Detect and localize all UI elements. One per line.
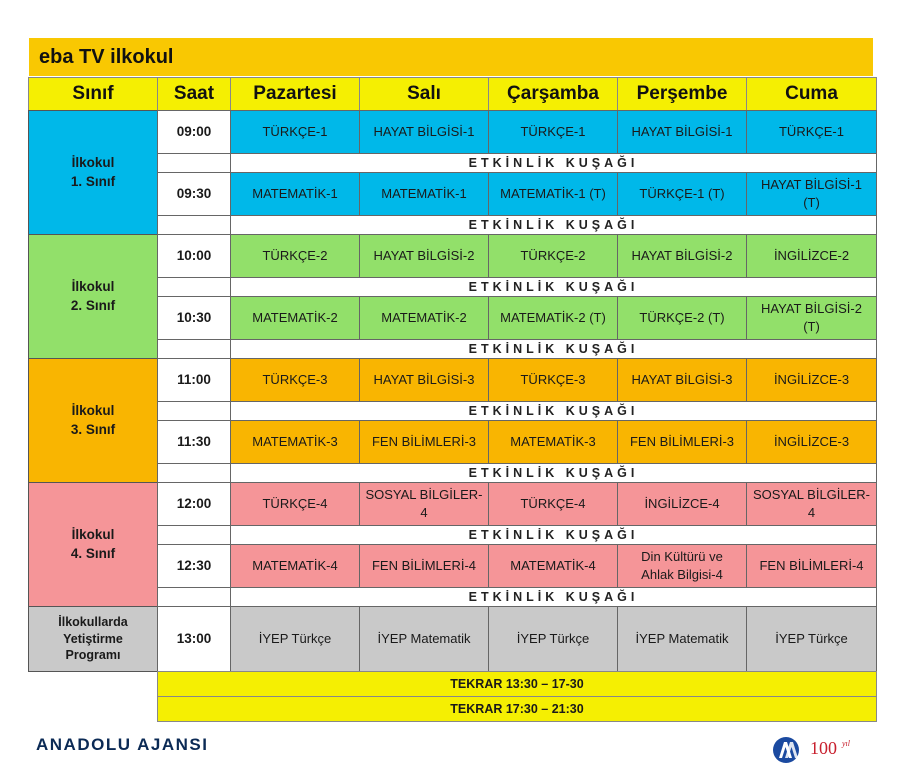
lesson-cell: TÜRKÇE-1 (231, 111, 359, 153)
time-blank (158, 588, 230, 606)
lesson-cell: MATEMATİK-2 (T) (489, 297, 617, 339)
grade-label: İlkokul 4. Sınıf (29, 483, 157, 606)
activity-band: ETKİNLİK KUŞAĞI (231, 464, 876, 482)
column-header: Perşembe (618, 78, 746, 110)
svg-text:100: 100 (810, 738, 837, 758)
time-slot: 11:00 (158, 359, 230, 401)
lesson-cell: HAYAT BİLGİSİ-1 (618, 111, 746, 153)
grade-label: İlkokul 2. Sınıf (29, 235, 157, 358)
lesson-cell: MATEMATİK-1 (360, 173, 488, 215)
lesson-cell: İYEP Türkçe (747, 607, 876, 671)
activity-band: ETKİNLİK KUŞAĞI (231, 402, 876, 420)
time-slot: 10:30 (158, 297, 230, 339)
time-blank (158, 340, 230, 358)
lesson-cell: TÜRKÇE-2 (T) (618, 297, 746, 339)
lesson-cell: TÜRKÇE-4 (231, 483, 359, 525)
time-blank (158, 402, 230, 420)
lesson-cell: FEN BİLİMLERİ-3 (360, 421, 488, 463)
lesson-cell: İYEP Türkçe (231, 607, 359, 671)
lesson-cell: İNGİLİZCE-3 (747, 359, 876, 401)
lesson-cell: SOSYAL BİLGİLER- 4 (360, 483, 488, 525)
lesson-cell: HAYAT BİLGİSİ-1 (T) (747, 173, 876, 215)
aa-logo-icon (770, 730, 870, 766)
time-slot: 09:30 (158, 173, 230, 215)
lesson-cell: SOSYAL BİLGİLER- 4 (747, 483, 876, 525)
iyep-label: İlkokullarda Yetiştirme Programı (29, 607, 157, 671)
lesson-cell: HAYAT BİLGİSİ-1 (360, 111, 488, 153)
lesson-cell: MATEMATİK-2 (231, 297, 359, 339)
time-slot: 10:00 (158, 235, 230, 277)
lesson-cell: İYEP Türkçe (489, 607, 617, 671)
lesson-cell: FEN BİLİMLERİ-4 (360, 545, 488, 587)
schedule-table (29, 78, 873, 721)
time-blank (158, 216, 230, 234)
column-header: Sınıf (29, 78, 157, 110)
activity-band: ETKİNLİK KUŞAĞI (231, 216, 876, 234)
lesson-cell: MATEMATİK-4 (231, 545, 359, 587)
svg-text:yıl: yıl (842, 739, 850, 748)
lesson-cell: MATEMATİK-3 (231, 421, 359, 463)
lesson-cell: İNGİLİZCE-3 (747, 421, 876, 463)
time-slot: 13:00 (158, 607, 230, 671)
time-blank (158, 154, 230, 172)
grade-label: İlkokul 1. Sınıf (29, 111, 157, 234)
lesson-cell: TÜRKÇE-2 (489, 235, 617, 277)
time-slot: 12:30 (158, 545, 230, 587)
column-header: Salı (360, 78, 488, 110)
lesson-cell: TÜRKÇE-3 (489, 359, 617, 401)
time-slot: 11:30 (158, 421, 230, 463)
activity-band: ETKİNLİK KUŞAĞI (231, 340, 876, 358)
activity-band: ETKİNLİK KUŞAĞI (231, 526, 876, 544)
lesson-cell: MATEMATİK-4 (489, 545, 617, 587)
column-header: Çarşamba (489, 78, 617, 110)
column-header: Cuma (747, 78, 876, 110)
lesson-cell: MATEMATİK-3 (489, 421, 617, 463)
lesson-cell: TÜRKÇE-1 (489, 111, 617, 153)
time-blank (158, 526, 230, 544)
lesson-cell: İNGİLİZCE-4 (618, 483, 746, 525)
lesson-cell: TÜRKÇE-2 (231, 235, 359, 277)
lesson-cell: HAYAT BİLGİSİ-3 (360, 359, 488, 401)
lesson-cell: HAYAT BİLGİSİ-2 (618, 235, 746, 277)
column-header: Pazartesi (231, 78, 359, 110)
activity-band: ETKİNLİK KUŞAĞI (231, 154, 876, 172)
time-blank (158, 464, 230, 482)
lesson-cell: HAYAT BİLGİSİ-3 (618, 359, 746, 401)
lesson-cell: FEN BİLİMLERİ-4 (747, 545, 876, 587)
lesson-cell: TÜRKÇE-3 (231, 359, 359, 401)
time-slot: 12:00 (158, 483, 230, 525)
activity-band: ETKİNLİK KUŞAĞI (231, 278, 876, 296)
lesson-cell: HAYAT BİLGİSİ-2 (360, 235, 488, 277)
repeat-band: TEKRAR 17:30 – 21:30 (158, 697, 876, 721)
lesson-cell: İYEP Matematik (360, 607, 488, 671)
page-title: eba TV ilkokul (29, 38, 873, 76)
column-header: Saat (158, 78, 230, 110)
grade-label: İlkokul 3. Sınıf (29, 359, 157, 482)
agency-name: ANADOLU AJANSI (36, 735, 209, 754)
lesson-cell: HAYAT BİLGİSİ-2 (T) (747, 297, 876, 339)
time-blank (158, 278, 230, 296)
lesson-cell: İYEP Matematik (618, 607, 746, 671)
lesson-cell: TÜRKÇE-1 (747, 111, 876, 153)
lesson-cell: MATEMATİK-1 (T) (489, 173, 617, 215)
repeat-band: TEKRAR 13:30 – 17-30 (158, 672, 876, 696)
lesson-cell: MATEMATİK-1 (231, 173, 359, 215)
lesson-cell: TÜRKÇE-1 (T) (618, 173, 746, 215)
lesson-cell: TÜRKÇE-4 (489, 483, 617, 525)
lesson-cell: İNGİLİZCE-2 (747, 235, 876, 277)
time-slot: 09:00 (158, 111, 230, 153)
lesson-cell: Din Kültürü ve Ahlak Bilgisi-4 (618, 545, 746, 587)
lesson-cell: FEN BİLİMLERİ-3 (618, 421, 746, 463)
activity-band: ETKİNLİK KUŞAĞI (231, 588, 876, 606)
lesson-cell: MATEMATİK-2 (360, 297, 488, 339)
